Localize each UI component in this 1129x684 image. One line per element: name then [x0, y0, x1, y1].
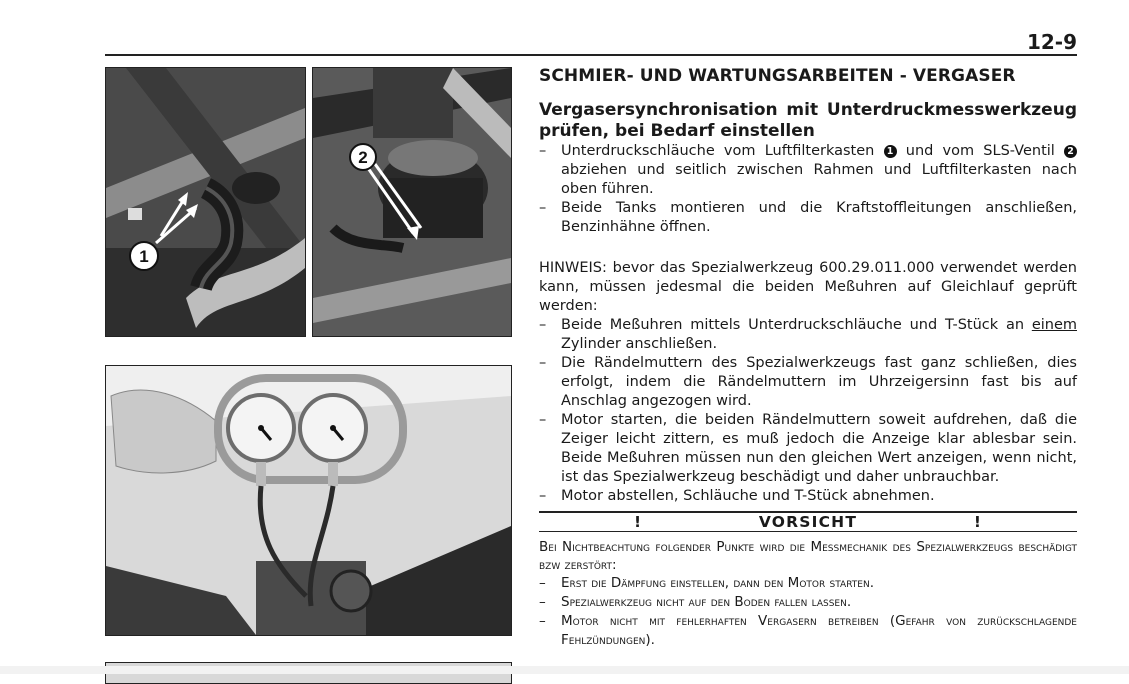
caution-title: VORSICHT: [758, 513, 858, 531]
section-title: SCHMIER- UND WARTUNGSARBEITEN - VERGASER: [539, 66, 1016, 86]
photo-sls-valve: [312, 67, 512, 337]
photo-airbox-hose-drawing: [106, 68, 305, 336]
photo-vacuum-gauge-tool: [105, 365, 512, 636]
note-step1-underline: einem: [1031, 317, 1077, 333]
procedure-steps: [539, 142, 1077, 237]
list-item: – Motor starten, die beiden Rändelmuttern soweit aufdrehen, daß die Zeiger leicht zittern, es muß jedoch die Anzeige klar ablesbar sein. Beide Meßuhren müssen nun den gleichen Wert anzeigen, wenn nicht, ist das Spezialwerkzeug beschädigt und daher unbrauchbar.: [539, 411, 1077, 487]
list-item: – Motor nicht mit fehlerhaften Vergasern betreiben (Gefahr von zurückschlagende Fehlzündungen).: [539, 612, 1077, 650]
photo-airbox-hose: [105, 67, 306, 337]
step1-text-b: und vom SLS-Ventil: [896, 143, 1064, 159]
list-item: [539, 142, 1077, 199]
callout-2: 2: [358, 148, 368, 167]
caution-banner: [539, 511, 1077, 532]
list-item: – Beide Tanks montieren und die Kraftstoffleitungen anschließen, Benzinhähne öffnen.: [539, 199, 1077, 237]
text-column: [539, 66, 1077, 650]
note-step1-text-a: Beide Meßuhren mittels Unterdruckschläuche und T-Stück an: [561, 317, 1032, 333]
step1-text-c: abziehen und seitlich zwischen Rahmen und Luftfilterkasten nach oben führen.: [561, 162, 1077, 197]
list-item: [539, 316, 1077, 354]
list-item: – Die Rändelmuttern des Spezialwerkzeugs fast ganz schließen, dies erfolgt, indem die Rändelmuttern im Uhrzeigersinn fast bis auf Anschlag angezogen wird.: [539, 354, 1077, 411]
warning-mark-right: !: [973, 513, 981, 531]
list-item: – Spezialwerkzeug nicht auf den Boden fallen lassen.: [539, 593, 1077, 612]
callout-1: 1: [139, 247, 149, 266]
caution-list: [539, 574, 1077, 650]
header-rule: [105, 54, 1077, 56]
photo-vacuum-gauge-drawing: [106, 366, 511, 635]
callout-badge-2: 2: [1064, 145, 1077, 158]
gauge-check-steps: [539, 316, 1077, 506]
list-item: – Erst die Dämpfung einstellen, dann den Motor starten.: [539, 574, 1077, 593]
list-item: – Motor abstellen, Schläuche und T-Stück abnehmen.: [539, 487, 1077, 506]
callout-badge-1: 1: [884, 145, 897, 158]
page-bottom-band: [0, 666, 1129, 674]
subsection-title: Vergasersynchronisation mit Unterdruckmesswerkzeug prüfen, bei Bedarf einstellen: [539, 100, 1077, 141]
warning-mark-left: !: [634, 513, 642, 531]
photo-sls-valve-drawing: [313, 68, 511, 336]
step1-text-a: Unterdruckschläuche vom Luftfilterkasten: [561, 143, 875, 159]
caution-intro: Bei Nichtbeachtung folgender Punkte wird die Messmechanik des Spezialwerkzeugs beschädigt bzw zerstört:: [539, 539, 1077, 573]
note-paragraph: HINWEIS: bevor das Spezialwerkzeug 600.29.011.000 verwendet werden kann, müssen jedesmal die beiden Meßuhren auf Gleichlauf geprüft werden:: [539, 260, 1077, 314]
page-number: 12-9: [1026, 30, 1077, 54]
note-step1-text-b: Zylinder anschließen.: [561, 336, 718, 352]
